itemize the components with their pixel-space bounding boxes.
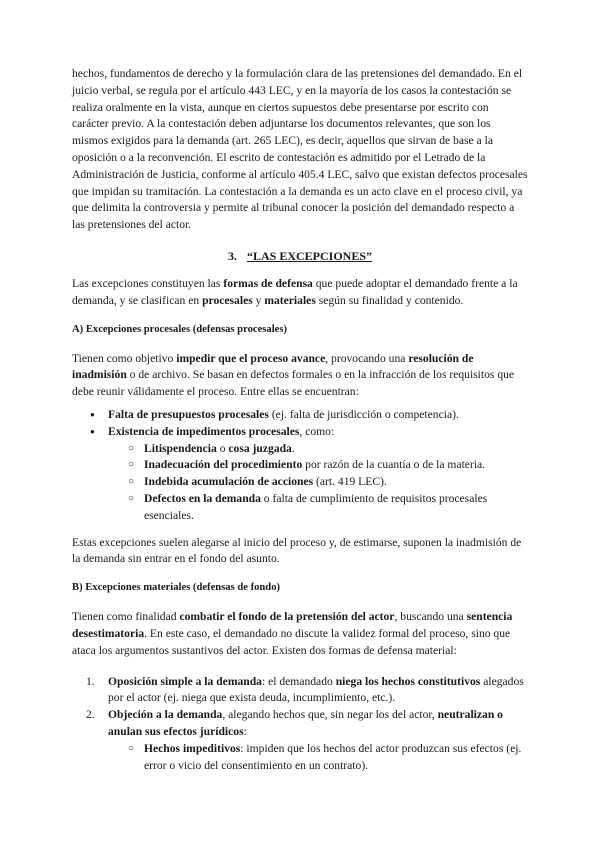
objecion-sublist bbox=[108, 741, 528, 775]
bold-run: combatir el fondo de la pretensión del actor bbox=[179, 610, 395, 624]
list-number: 2. bbox=[86, 708, 95, 722]
text-run: . bbox=[291, 441, 295, 455]
list-item bbox=[72, 407, 528, 424]
bold-run: sentencia desestimatoria bbox=[72, 610, 513, 640]
text-run: o bbox=[216, 441, 229, 455]
list-number: 1. bbox=[86, 674, 95, 688]
bold-run: Defectos en la demanda bbox=[144, 491, 261, 505]
sublist-item bbox=[108, 741, 528, 775]
materiales-list bbox=[72, 674, 528, 775]
subheading-procesales: A) Excepciones procesales (defensas procesales) bbox=[72, 323, 287, 335]
procesales-paragraph bbox=[72, 351, 528, 401]
bold-run: Falta de presupuestos procesales bbox=[108, 407, 269, 421]
bold-run: materiales bbox=[264, 293, 316, 307]
text-run: o de archivo. Se basan en defectos formales o en la infracción de los requisitos que debe reunir válidamente el proceso. Entre ellas se encuentran: bbox=[72, 368, 515, 399]
bold-run: niega los hechos constitutivos bbox=[335, 674, 481, 688]
text-run: . En este caso, el demandado no discute la validez formal del proceso, sino que ataca los argumentos sustantivos del actor. Existen dos formas de defensa material: bbox=[72, 626, 511, 657]
bold-run: Litispendencia bbox=[144, 441, 217, 455]
numbered-item bbox=[72, 674, 528, 708]
text-run: Tienen como finalidad bbox=[72, 610, 180, 624]
procesales-closing: Estas excepciones suelen alegarse al inicio del proceso y, de estimarse, suponen la inadmisión de la demanda sin entrar en el fondo del asunto. bbox=[72, 535, 522, 566]
section-number: 3. bbox=[227, 248, 237, 263]
text-run: alegados por el actor (ej. niega que exista deuda, incumplimiento, etc.). bbox=[108, 674, 524, 705]
text-run: o falta de cumplimiento de requisitos procesales esenciales. bbox=[144, 491, 488, 522]
bold-run: Oposición simple a la demanda bbox=[108, 674, 262, 688]
bold-run: Hechos impeditivos bbox=[144, 741, 241, 755]
text-run: según su finalidad y contenido. bbox=[315, 293, 464, 307]
text-run: (ej. falta de jurisdicción o competencia). bbox=[268, 407, 459, 421]
text-run: , como: bbox=[299, 424, 335, 438]
bold-run: formas de defensa bbox=[223, 276, 313, 290]
sublist-item bbox=[108, 457, 528, 474]
bold-run: Inadecuación del procedimiento bbox=[144, 458, 303, 472]
numbered-item bbox=[72, 707, 528, 774]
text-run: que puede adoptar el demandado frente a la demanda, y se clasifican en bbox=[72, 276, 518, 307]
bold-run: resolución de inadmisión bbox=[72, 351, 474, 382]
text-run: Tienen como objetivo bbox=[72, 351, 177, 365]
bold-run: neutralizan o anulan sus efectos jurídicos bbox=[108, 708, 503, 738]
text-run: y bbox=[252, 293, 265, 307]
text-run: (art. 419 LEC). bbox=[313, 475, 387, 489]
bold-run: cosa juzgada bbox=[228, 441, 292, 455]
sublist-item bbox=[108, 491, 528, 525]
text-run: , buscando una bbox=[394, 610, 467, 624]
bold-run: Existencia de impedimentos procesales bbox=[108, 424, 300, 438]
materiales-paragraph bbox=[72, 609, 528, 659]
text-run: por razón de la cuantía o de la materia. bbox=[302, 458, 486, 472]
text-run: , alegando hechos que, sin negar los del actor, bbox=[222, 708, 438, 722]
text-run: : el demandado bbox=[261, 674, 336, 688]
section-title: “LAS EXCEPCIONES” bbox=[246, 248, 373, 263]
text-run: : bbox=[243, 724, 247, 738]
sublist-item bbox=[108, 441, 528, 458]
list-item bbox=[72, 424, 528, 525]
impedimentos-sublist bbox=[108, 441, 528, 525]
subheading-materiales: B) Excepciones materiales (defensas de fondo) bbox=[72, 582, 281, 594]
text-run: : impiden que los hechos del actor produzcan sus efectos (ej. error o vicio del consentimiento en un contrato). bbox=[144, 741, 522, 772]
text-run: Las excepciones constituyen las bbox=[72, 276, 224, 290]
document-page bbox=[72, 66, 528, 784]
bold-run: procesales bbox=[202, 293, 253, 307]
bold-run: impedir que el proceso avance bbox=[176, 351, 326, 365]
sublist-item bbox=[108, 474, 528, 491]
procesales-list bbox=[72, 407, 528, 525]
section-heading bbox=[72, 248, 528, 264]
bold-run: Objeción a la demanda bbox=[108, 708, 223, 722]
section-intro-paragraph bbox=[72, 276, 528, 310]
bold-run: Indebida acumulación de acciones bbox=[144, 475, 314, 489]
text-run: , provocando una bbox=[325, 351, 409, 365]
intro-paragraph: hechos, fundamentos de derecho y la formulación clara de las pretensiones del demandado. En el juicio verbal, se regula por el artículo 443 LEC, y en la mayoría de los casos la contestación se realiza oralmente en la vista, aunque en ciertos supuestos debe presentarse por escrito con carácter previo. A la contestación deben adjuntarse los documentos relevantes, que son los mismos exigidos para la demanda (art. 265 LEC), es decir, aquellos que sirvan de base a la oposición o a la reconvención. El escrito de contestación es admitido por el Letrado de la Administración de Justicia, conforme al artículo 405.4 LEC, salvo que existan defectos procesales que impidan su tramitación. La contestación a la demanda es un acto clave en el proceso civil, ya que delimita la controversia y permite al tribunal conocer la posición del demandado respecto a las pretensiones del actor. bbox=[72, 67, 528, 232]
